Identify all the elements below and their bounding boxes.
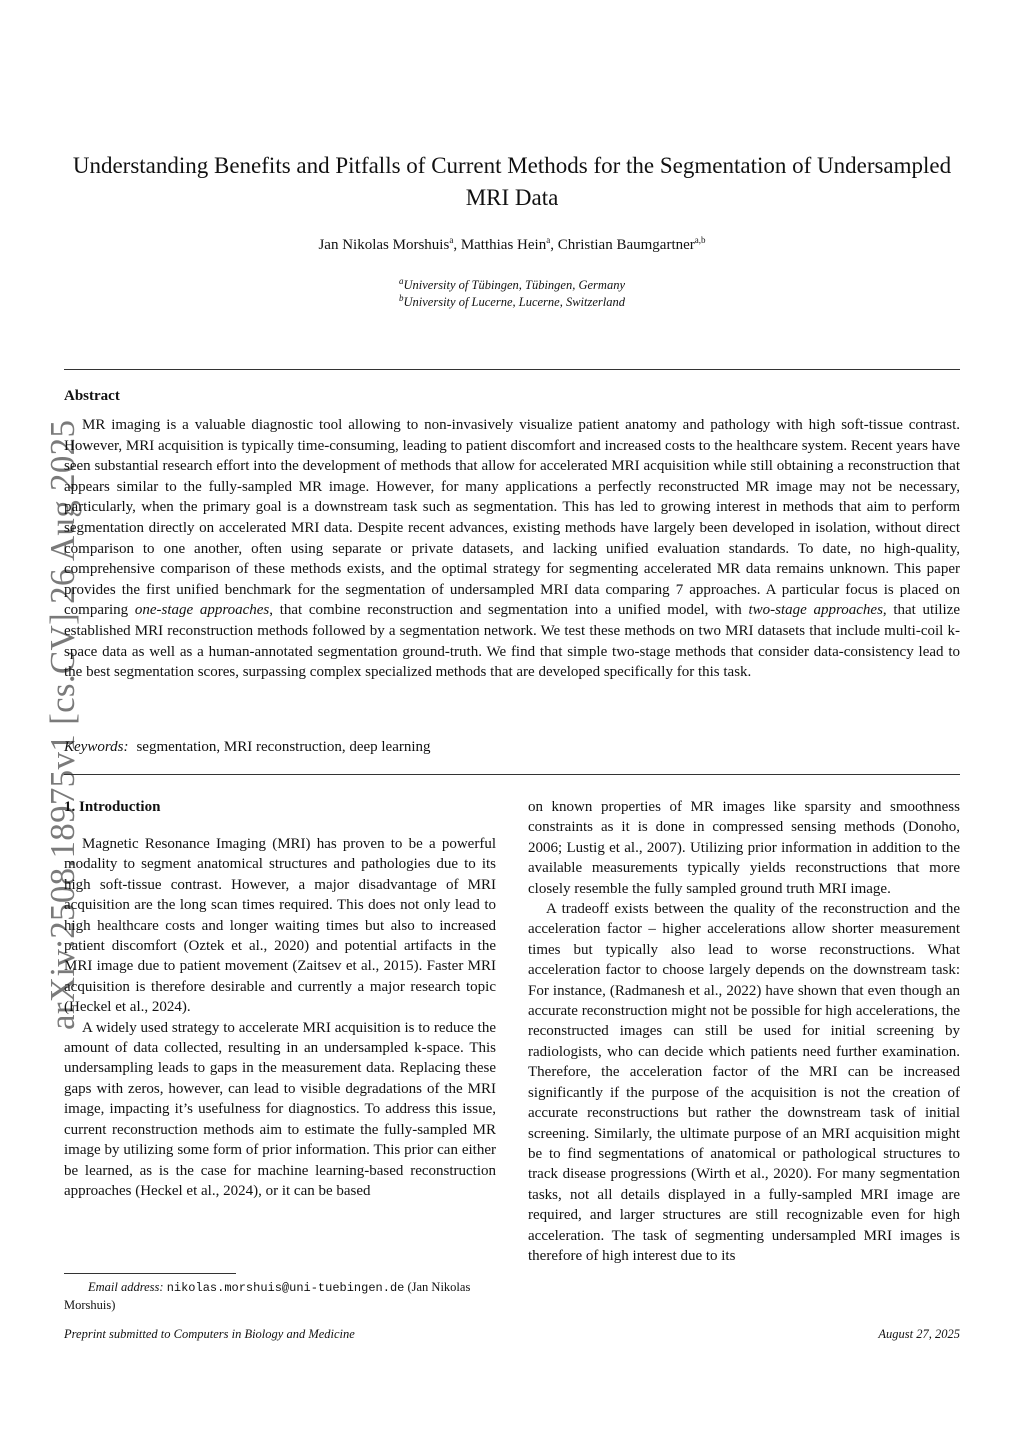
abstract-body bbox=[64, 415, 960, 683]
abstract-text: , that utilize established MRI reconstruction methods followed by a segmentation network. We test these methods on two MRI datasets that include multi-coil k-space data as well as a human-annotated segmentation ground-truth. We find that simple two-stage methods that consider data-consistency lead to the best segmentation scores, surpassing complex specialized methods that are developed specifically for this task. bbox=[64, 602, 961, 681]
author-name: Matthias Hein bbox=[460, 237, 547, 253]
top-divider bbox=[64, 369, 960, 370]
right-column bbox=[528, 797, 960, 1266]
footnote-label: Email address: bbox=[88, 1280, 164, 1294]
author-name: Jan Nikolas Morshuis bbox=[318, 237, 450, 253]
abstract-text: , that combine reconstruction and segmentation into a unified model, with bbox=[269, 602, 749, 619]
abstract-text: MR imaging is a valuable diagnostic tool allowing to non-invasively visualize patient anatomy and pathology with high soft-tissue contrast. However, MRI acquisition is typically time-consuming, leading to patient discomfort and increased costs to the healthcare system. Recent years have seen substantial research effort into the development of methods that allow for accelerated MRI acquisition while still obtaining a reconstruction that appears similar to the fully-sampled MR image. However, for many applications a perfectly reconstructed MR image may not be necessary, particularly, when the primary goal is a downstream task such as segmentation. This has led to growing interest in methods that aim to perform segmentation directly on accelerated MRI data. Despite recent advances, existing methods have largely been developed in isolation, without direct comparison to one another, often using separate or private datasets, and lacking unified evaluation standards. To date, no high-quality, comprehensive comparison of these methods exists, and the optimal strategy for segmenting accelerated MR data remains unknown. This paper provides the first unified benchmark for the segmentation of undersampled MRI data comparing 7 approaches. A particular focus is placed on comparing bbox=[64, 417, 960, 619]
paragraph: on known properties of MR images like sparsity and smoothness constraints as it is done in compressed sensing methods (Donoho, 2006; Lustig et al., 2007). Utilizing prior information in addition to the available measurements typically yields reconstructions that more closely resemble the fully sampled ground truth MRI image. bbox=[528, 799, 960, 897]
keywords bbox=[64, 739, 431, 756]
author-affiliation-mark: a bbox=[449, 235, 454, 245]
affiliation-line bbox=[64, 294, 960, 311]
email-link[interactable]: nikolas.morshuis@uni-tuebingen.de bbox=[166, 1281, 405, 1295]
author-name: Christian Baumgartner bbox=[557, 237, 695, 253]
abstract-emphasis: two-stage approaches bbox=[748, 602, 883, 619]
author-list: Jan Nikolas Morshuis$^a$, Matthias Hein$^a$, Christian Baumgartner$^{a,b}$ bbox=[318, 235, 706, 253]
abstract-heading: Abstract bbox=[64, 388, 120, 404]
left-column bbox=[64, 834, 496, 1201]
abstract-emphasis: one-stage approaches bbox=[134, 602, 270, 619]
author-affiliation-mark: a bbox=[546, 235, 551, 245]
paper-title: Understanding Benefits and Pitfalls of Current Methods for the Segmentation of Undersampled MRI Data bbox=[72, 153, 952, 210]
author-affiliation-mark: a,b bbox=[694, 235, 706, 245]
footnote-text: (Jan Nikolas Morshuis) bbox=[64, 1280, 471, 1312]
affiliation-mark: b bbox=[399, 292, 404, 303]
paragraph: A tradeoff exists between the quality of the reconstruction and the acceleration factor – higher accelerations allow shorter measurement times but typically also lead to worse reconstructions. What acceleration factor to choose largely depends on the downstream task: For instance, (Radmanesh et al., 2022) have shown that even though an accurate reconstruction might not be possible for high accelerations, the reconstructed images can still be used for initial screening by radiologists, who can decide which patients need further examination. Therefore, the acceleration factor of the MRI can be increased significantly if the purpose of the acquisition is not the creation of accurate reconstructions but rather the downstream task of initial screening. Similarly, the ultimate purpose of an MRI acquisition might be to find segmentations of anatomical or pathological structures to track disease progressions (Wirth et al., 2020). For many segmentation tasks, not all details displayed in a fully-sampled MRI image are required, and larger structures are still recognizable even for high acceleration. The task of segmenting undersampled MRI images is therefore of high interest due to its bbox=[528, 901, 960, 1264]
affiliation-line bbox=[64, 277, 960, 294]
affiliation-mark: a bbox=[398, 275, 404, 286]
footnote-divider bbox=[64, 1273, 236, 1274]
abstract-divider bbox=[64, 774, 960, 775]
affiliations bbox=[64, 277, 960, 311]
footer-date: August 27, 2025 bbox=[878, 1327, 960, 1341]
section-heading: 1. Introduction bbox=[64, 799, 161, 815]
paragraph: A widely used strategy to accelerate MRI acquisition is to reduce the amount of data collected, resulting in an undersampled k-space. This undersampling leads to gaps in the measurement data. Replacing these gaps with zeros, however, can lead to visible degradations of the MRI image, impacting it’s usefulness for diagnostics. To address this issue, current reconstruction methods aim to estimate the fully-sampled MR image by utilizing some form of prior information. This prior can either be learned, as is the case for machine learning-based reconstruction approaches (Heckel et al., 2024), or it can be based bbox=[64, 1019, 496, 1199]
paragraph: Magnetic Resonance Imaging (MRI) has proven to be a powerful modality to segment anatomical structures and pathologies due to its high soft-tissue contrast. However, a major disadvantage of MRI acquisition are the long scan times required. This does not only lead to high healthcare costs and longer waiting times but also to increased patient discomfort (Oztek et al., 2020) and potential artifacts in the MRI image due to patient movement (Zaitsev et al., 2015). Faster MRI acquisition is therefore desirable and currently a major research topic (Heckel et al., 2024). bbox=[64, 836, 496, 1016]
arxiv-stamp: arXiv:2508.18975v1 [cs.CV] 26 Aug 2025 bbox=[43, 419, 82, 1030]
keywords-value: segmentation, MRI reconstruction, deep learning bbox=[136, 739, 431, 755]
footnote bbox=[64, 1279, 496, 1314]
footer-journal: Preprint submitted to Computers in Biology and Medicine bbox=[64, 1327, 355, 1341]
affiliation-text: University of Lucerne, Lucerne, Switzerland bbox=[403, 295, 625, 309]
keywords-label: Keywords: bbox=[64, 739, 129, 755]
affiliation-text: University of Tübingen, Tübingen, Germany bbox=[403, 278, 625, 292]
